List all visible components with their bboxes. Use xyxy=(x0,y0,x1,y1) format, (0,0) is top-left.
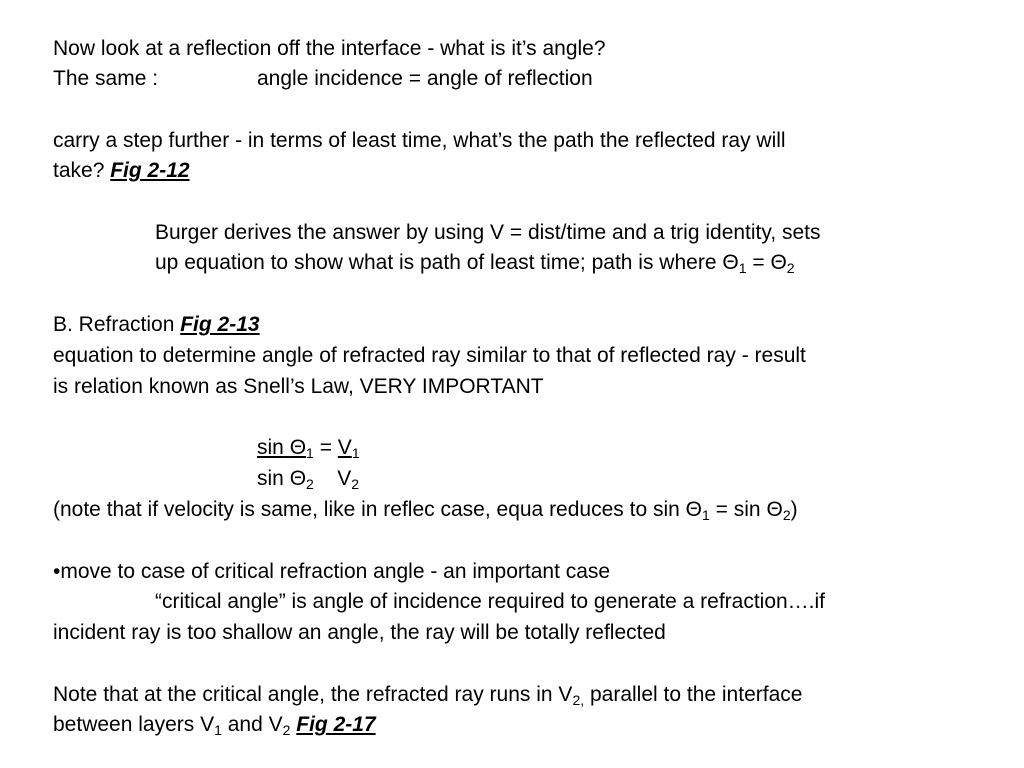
figure-reference: Fig 2-12 xyxy=(110,159,190,182)
text-line xyxy=(53,622,666,643)
text-line xyxy=(53,38,606,59)
subscript: 1 xyxy=(351,445,360,461)
equation-denominator-line xyxy=(257,467,359,492)
text: Burger derives the answer by using V = dist/time and a trig identity, sets xyxy=(155,221,821,244)
text-line xyxy=(53,68,158,89)
sin-label: sin xyxy=(257,436,284,459)
text: equation to determine angle of refracted ray similar to that of reflected ray - result xyxy=(53,344,806,367)
equation-numerator-right xyxy=(338,436,360,459)
subscript: 1 xyxy=(738,260,747,276)
text: up equation to show what is path of least time; path is where xyxy=(155,251,717,274)
text: parallel to the interface xyxy=(589,683,803,706)
text-line xyxy=(53,345,806,366)
subscript: 2 xyxy=(786,260,795,276)
theta-symbol: Θ xyxy=(289,436,307,459)
theta-symbol: Θ xyxy=(722,251,739,274)
bullet-item xyxy=(53,561,610,582)
theta-symbol: Θ xyxy=(289,467,307,490)
text-line xyxy=(53,683,803,708)
figure-reference: Fig 2-17 xyxy=(296,713,376,736)
sin-label: sin xyxy=(733,498,761,521)
text: carry a step further - in terms of least time, what’s the path the reflected ray will xyxy=(53,129,786,152)
text-line xyxy=(53,130,786,151)
text: between layers V xyxy=(53,713,215,736)
equals-sign: = xyxy=(752,251,765,274)
text: Note that at the critical angle, the refracted ray runs in V xyxy=(53,683,573,706)
velocity-label: V xyxy=(337,436,352,459)
theta-symbol: Θ xyxy=(770,251,787,274)
text: •move to case of critical refraction angle - an important case xyxy=(53,560,611,583)
text-line xyxy=(53,376,544,397)
text: incident ray is too shallow an angle, the ray will be totally reflected xyxy=(53,621,666,644)
sin-label: sin xyxy=(257,467,284,490)
subscript: 1 xyxy=(702,507,710,523)
text-line xyxy=(155,591,825,612)
text: (note that if velocity is same, like in reflec case, equa reduces to xyxy=(53,498,648,521)
text: “critical angle” is angle of incidence required to generate a refraction….if xyxy=(155,590,826,613)
velocity-label: V xyxy=(337,467,352,490)
text-line xyxy=(53,160,190,181)
sin-label: sin xyxy=(652,498,680,521)
text-line xyxy=(155,222,821,243)
theta-symbol: Θ xyxy=(766,498,783,521)
subscript: 2 xyxy=(782,507,791,523)
subscript: 1 xyxy=(214,722,222,738)
equation-numerator xyxy=(257,436,314,459)
theta-symbol: Θ xyxy=(685,498,703,521)
subscript: 2 xyxy=(351,476,359,492)
text-line xyxy=(257,68,593,89)
equals-sign: = xyxy=(319,436,332,459)
text: Now look at a reflection off the interface - what is it’s angle? xyxy=(53,37,606,60)
text: B. Refraction xyxy=(53,313,175,336)
figure-reference: Fig 2-13 xyxy=(180,313,260,336)
text-line xyxy=(53,314,260,335)
text-line xyxy=(53,498,798,523)
text: ) xyxy=(790,498,798,521)
text: and V xyxy=(227,713,283,736)
equation-numerator-line xyxy=(257,436,360,461)
equals-sign: = xyxy=(715,498,728,521)
text: is relation known as Snell’s Law, VERY IMPORTANT xyxy=(53,375,544,398)
text: angle incidence = angle of reflection xyxy=(257,67,593,90)
text-line xyxy=(53,713,376,738)
text-line xyxy=(155,251,795,276)
text: The same : xyxy=(53,67,159,90)
subscript: 2 xyxy=(282,722,291,738)
text: take? xyxy=(53,159,105,182)
subscript: 1 xyxy=(306,445,314,461)
subscript: 2 xyxy=(306,476,314,492)
subscript: 2, xyxy=(572,692,585,708)
